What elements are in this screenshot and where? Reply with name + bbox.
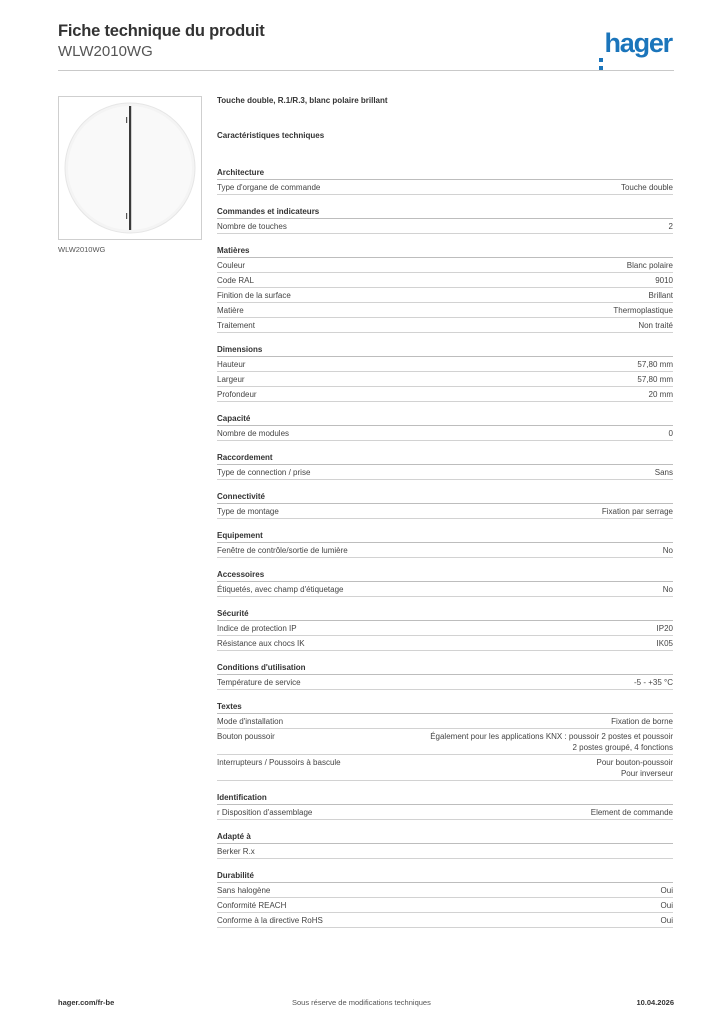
spec-row [217,729,673,755]
product-reference: WLW2010WG [58,43,153,60]
spec-group-title: Identification [217,790,673,805]
spec-row [217,883,673,898]
spec-label: r Disposition d'assemblage [217,808,313,817]
spec-row [217,755,673,781]
spec-value: 2 [668,222,673,231]
spec-label: Nombre de touches [217,222,287,231]
spec-value: Sans [654,468,673,477]
spec-label: Type de connection / prise [217,468,311,477]
spec-group [217,868,673,928]
spec-group-title: Architecture [217,165,673,180]
spec-group [217,243,673,333]
spec-group [217,790,673,820]
spec-label: Bouton poussoir [217,732,275,741]
spec-group-title: Textes [217,699,673,714]
spec-group-title: Connectivité [217,489,673,504]
spec-group-title: Capacité [217,411,673,426]
spec-value: Également pour les applications KNX : poussoir 2 postes et poussoir 2 postes groupé, 4 fonctions [430,732,673,752]
spec-row [217,504,673,519]
spec-value: Element de commande [590,808,673,817]
spec-value: -5 - +35 °C [634,678,673,687]
logo-text: hager [604,28,672,58]
spec-value: Oui [660,886,673,895]
spec-group-title: Dimensions [217,342,673,357]
spec-group [217,450,673,480]
spec-row [217,621,673,636]
spec-label: Conforme à la directive RoHS [217,916,323,925]
specifications [217,95,673,928]
spec-label: Type de montage [217,507,279,516]
spec-row [217,714,673,729]
spec-row [217,426,673,441]
spec-row [217,357,673,372]
spec-label: Résistance aux chocs IK [217,639,305,648]
spec-row [217,303,673,318]
spec-row [217,898,673,913]
spec-group [217,165,673,195]
spec-group [217,528,673,558]
spec-label: Berker R.x [217,847,255,856]
spec-label: Couleur [217,261,246,270]
footer-date: 10.04.2026 [636,998,674,1007]
spec-row [217,844,673,859]
document-header [58,22,674,82]
spec-value: Fixation de borne [611,717,673,726]
spec-label: Nombre de modules [217,429,290,438]
spec-label: Type d'organe de commande [217,183,321,192]
spec-value: Fixation par serrage [601,507,673,516]
spec-label: Traitement [217,321,255,330]
spec-label: Hauteur [217,360,246,369]
spec-label: Indice de protection IP [217,624,297,633]
header-divider [58,70,674,71]
spec-label: Fenêtre de contrôle/sortie de lumière [217,546,348,555]
spec-label: Finition de la surface [217,291,291,300]
spec-label: Étiquetés, avec champ d'étiquetage [217,585,344,594]
spec-value: 57,80 mm [637,360,673,369]
spec-group [217,699,673,781]
spec-value: 57,80 mm [637,375,673,384]
spec-row [217,465,673,480]
spec-value: Touche double [620,183,673,192]
spec-label: Sans halogène [217,886,271,895]
spec-value: 0 [668,429,673,438]
spec-group [217,660,673,690]
spec-value: 9010 [655,276,673,285]
spec-row [217,318,673,333]
spec-group-title: Equipement [217,528,673,543]
spec-group [217,342,673,402]
spec-row [217,913,673,928]
spec-value: Pour bouton-poussoir Pour inverseur [596,758,673,778]
spec-group [217,204,673,234]
spec-group-title: Durabilité [217,868,673,883]
spec-group-title: Commandes et indicateurs [217,204,673,219]
spec-label: Mode d'installation [217,717,284,726]
spec-label: Température de service [217,678,301,687]
spec-group-title: Adapté à [217,829,673,844]
spec-value: Non traité [638,321,673,330]
spec-value: No [662,546,673,555]
spec-group [217,489,673,519]
spec-group-title: Matières [217,243,673,258]
hager-logo [599,28,672,59]
spec-value: Thermoplastique [613,306,673,315]
spec-value: 20 mm [648,390,673,399]
footer-website-link[interactable]: hager.com/fr-be [58,998,115,1007]
spec-group [217,567,673,597]
spec-group [217,829,673,859]
double-rocker-switch-image [59,97,201,239]
spec-row [217,675,673,690]
spec-value: Brillant [648,291,673,300]
spec-label: Conformité REACH [217,901,287,910]
spec-row [217,258,673,273]
specs-heading: Caractéristiques techniques [217,131,325,140]
spec-label: Profondeur [217,390,257,399]
spec-group-title: Raccordement [217,450,673,465]
spec-group [217,411,673,441]
spec-row [217,273,673,288]
spec-label: Largeur [217,375,245,384]
document-title: Fiche technique du produit [58,22,265,40]
spec-group [217,606,673,651]
spec-row [217,372,673,387]
spec-label: Matière [217,306,244,315]
spec-value: Oui [660,901,673,910]
spec-value: No [662,585,673,594]
spec-row [217,805,673,820]
spec-row [217,219,673,234]
spec-group-title: Accessoires [217,567,673,582]
product-image [58,96,202,240]
spec-row [217,543,673,558]
spec-row [217,288,673,303]
spec-label: Code RAL [217,276,254,285]
spec-row [217,387,673,402]
spec-value: Blanc polaire [626,261,673,270]
spec-value: IP20 [656,624,673,633]
image-caption: WLW2010WG [58,245,106,254]
product-description: Touche double, R.1/R.3, blanc polaire brillant [217,96,388,105]
spec-value: Oui [660,916,673,925]
spec-row [217,180,673,195]
spec-row [217,636,673,651]
spec-groups [217,165,673,928]
spec-group-title: Conditions d'utilisation [217,660,673,675]
footer-disclaimer: Sous réserve de modifications techniques [292,998,431,1007]
spec-label: Interrupteurs / Poussoirs à bascule [217,758,341,767]
spec-value: IK05 [656,639,673,648]
spec-row [217,582,673,597]
spec-group-title: Sécurité [217,606,673,621]
